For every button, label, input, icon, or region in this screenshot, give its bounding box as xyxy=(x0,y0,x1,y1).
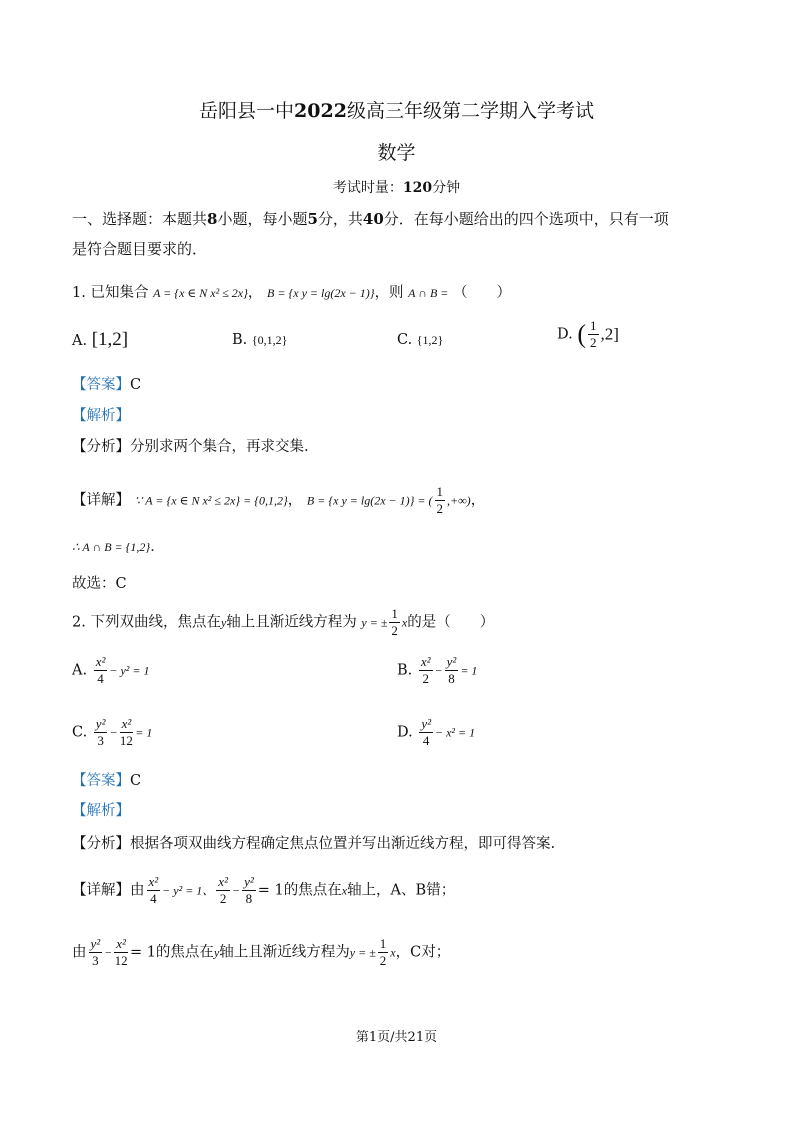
question-2-stem: 2. 下列双曲线，焦点在y轴上且渐近线方程为 y = ± $\frac{1}{2}$ x的是（ ） xyxy=(72,606,495,638)
q1-fenxi: 【分析】分别求两个集合，再求交集. xyxy=(72,439,309,455)
q2-analysis-label: 【解析】 xyxy=(72,803,130,819)
exam-time: 考试时量：120分钟 xyxy=(332,180,461,196)
q2-option-b: B. $\frac{\text{x²}}{2}$ − $\frac{\text{y²}}{8}$ = 1 xyxy=(397,654,478,686)
q1-option-b: B. {0,1,2} xyxy=(232,332,288,348)
q2-detail-line1: 【详解】由 $\frac{\text{x²}}{4}$ − y² = 1、 $\frac{\text{x²}}{2}$ − $\frac{\text{y²}}{8}$ = 1的焦点在x轴上，A、B错； xyxy=(72,874,456,906)
q2-option-d: D. $\frac{\text{y²}}{4}$ − x² = 1 xyxy=(397,716,476,748)
q1-choice: 故选：C xyxy=(72,576,127,592)
section-heading: 一、选择题：本题共8小题，每小题5分，共40分．在每小题给出的四个选项中，只有一项 xyxy=(72,210,669,228)
exam-title: 岳阳县一中2022级高三年级第二学期入学考试 xyxy=(199,100,594,122)
q1-answer: 【答案】C xyxy=(72,377,142,393)
q2-option-a: A. $\frac{\text{x²}}{4}$ − y² = 1 xyxy=(72,654,150,686)
q1-option-a: A. [1,2] xyxy=(72,329,129,350)
q1-analysis-label: 【解析】 xyxy=(72,408,130,424)
q2-option-c: C. $\frac{\text{y²}}{3}$ − $\frac{\text{x²}}{12}$ = 1 xyxy=(72,716,153,748)
subject-title: 数学 xyxy=(377,142,416,164)
q2-detail-line2: 由 $\frac{\text{y²}}{3}$ − $\frac{\text{x²}}{12}$ = 1的焦点在y轴上且渐近线方程为y = ± $\frac{1}{2}$ x，C对； xyxy=(72,936,451,968)
page-footer: 第1页/共21页 xyxy=(355,1030,438,1045)
q2-fenxi: 【分析】根据各项双曲线方程确定焦点位置并写出渐近线方程，即可得答案. xyxy=(72,836,556,852)
q1-detail-conclusion: ∴ A ∩ B = {1,2}． xyxy=(72,539,165,555)
q1-option-d: D. ( $\frac{1}{2}$ ,2] xyxy=(557,318,619,350)
question-1-stem: 1. 已知集合 A = {x ∈ N x² ≤ 2x}， B = {x y = lg(2x − 1)}，则 A ∩ B = （ ） xyxy=(72,285,511,301)
section-heading-line2: 是符合题目要求的． xyxy=(72,240,208,258)
q1-option-c: C. {1,2} xyxy=(397,332,444,348)
q1-detail: 【详解】 ∵ A = {x ∈ N x² ≤ 2x} = {0,1,2}， B = {x y = lg(2x − 1)} = ( $\frac{1}{2}$ ,+∞)， xyxy=(72,484,486,516)
q2-answer: 【答案】C xyxy=(72,773,142,789)
